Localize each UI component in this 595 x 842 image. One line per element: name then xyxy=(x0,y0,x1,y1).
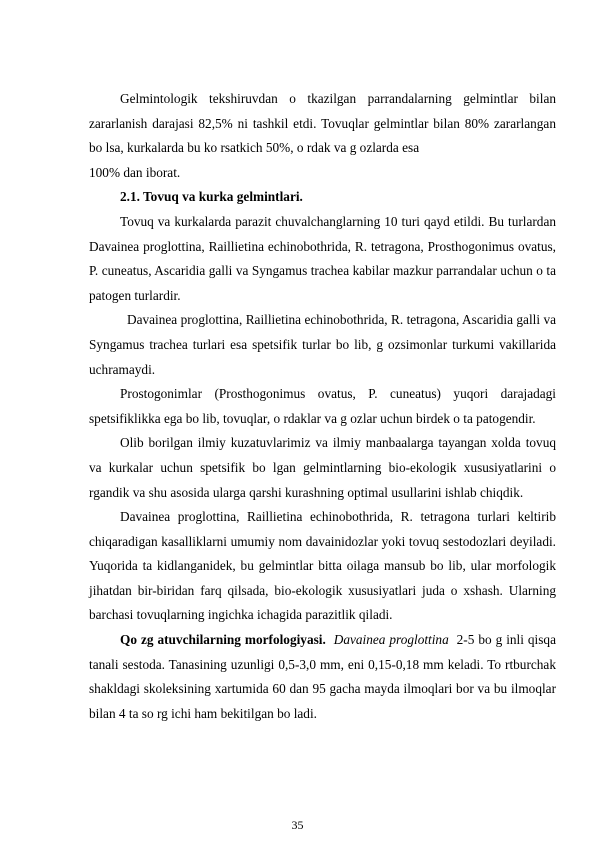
paragraph-species-list: Tovuq va kurkalarda parazit chuvalchanglarning 10 turi qayd etildi. Bu turlardan Davainea proglottina, Raillietina echinobothrida, R. tetragona, Prosthogonimus ovatus, P. cuneatus, Ascaridia galli va Syngamus trachea kabilar mazkur parrandalar uchun o ta patogen turlardir. xyxy=(89,213,556,303)
document-page xyxy=(89,87,556,726)
section-heading: 2.1. Tovuq va kurka gelmintlari. xyxy=(120,189,303,205)
paragraph-morphology xyxy=(89,628,556,726)
page-number: 35 xyxy=(291,818,304,832)
morphology-heading: Qo zg atuvchilarning morfologiyasi. xyxy=(120,632,326,648)
paragraph-research: Olib borilgan ilmiy kuzatuvlarimiz va ilmiy manbaalarga tayangan xolda tovuq va kurkalar uchun spetsifik bo lgan gelmintlarning bio-ekologik xususiyatlarini o rgandik va shu asosida ularga qarshi kurashning optimal usullarini ishlab chiqdik. xyxy=(89,435,556,500)
species-name-davainea: Davainea proglottina xyxy=(333,632,449,648)
morphology-text: 2-5 bo g inli qisqa tanali sestoda. Tanasining uzunligi 0,5-3,0 mm, eni 0,15-0,18 mm keladi. To rtburchak shakldagi skoleksining xartumida 60 dan 95 gacha mayda ilmoqlari bor va bu ilmoqlar bilan 4 ta so rg ichi ham bekitilgan bo ladi. xyxy=(89,632,556,721)
paragraph-davainidoz: Davainea proglottina, Raillietina echinobothrida, R. tetragona turlari keltirib chiqaradigan kasalliklarni umumiy nom davainidozlar yoki tovuq sestodozlari deyiladi. Yuqorida ta kidlanganidek, bu gelmintlar bitta oilaga mansub bo lib, ular morfologik jihatdan bir-biridan farq qilsada, bio-ekologik xususiyatlari juda o xshash. Ularning barchasi tovuqlarning ingichka ichagida parazitlik qiladi. xyxy=(89,509,556,623)
paragraph-infection-rate: Gelmintologik tekshiruvdan o tkazilgan parrandalarning gelmintlar bilan zararlanish darajasi 82,5% ni tashkil etdi. Tovuqlar gelmintlar bilan 80% zararlangan bo lsa, kurkalarda bu ko rsatkich 50%, o rdak va g ozlarda esa xyxy=(89,91,556,156)
paragraph-prostogonimus: Prostogonimlar (Prosthogonimus ovatus, P. cuneatus) yuqori darajadagi spetsifiklikka ega bo lib, tovuqlar, o rdaklar va g ozlar uchun birdek o ta patogendir. xyxy=(89,386,556,426)
paragraph-specific-species: Davainea proglottina, Raillietina echinobothrida, R. tetragona, Ascaridia galli va Syngamus trachea turlari esa spetsifik turlar bo lib, g ozsimonlar turkumi vakillarida uchramaydi. xyxy=(89,312,556,377)
paragraph-infection-rate-end: 100% dan iborat. xyxy=(89,164,181,180)
